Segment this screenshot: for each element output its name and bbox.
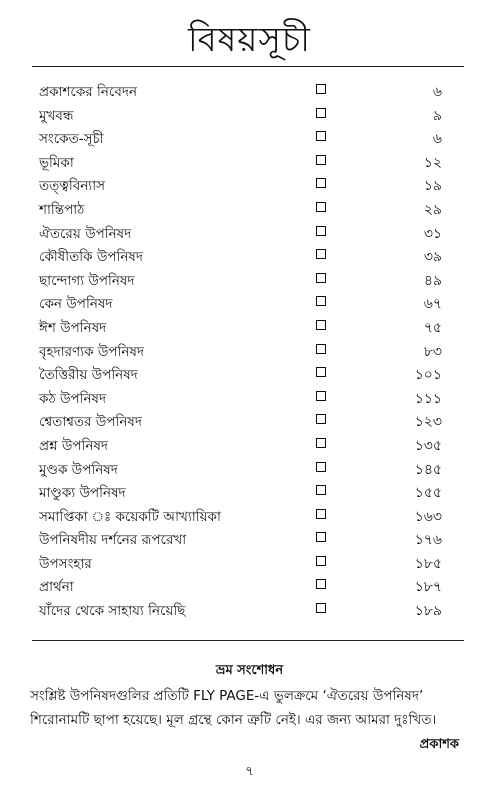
checkbox-square-icon <box>316 155 326 165</box>
toc-page-number: ১২ <box>423 154 442 171</box>
checkbox-square-icon <box>316 131 326 141</box>
checkbox-square-icon <box>316 202 326 212</box>
toc-page-number: ৮৩ <box>423 343 442 360</box>
toc-page-number: ৯ <box>432 107 442 124</box>
toc-row <box>0 315 499 339</box>
toc-entry-title: সমাপ্তিকা ঃ কয়েকটি আখ্যায়িকা <box>39 508 221 525</box>
toc-row <box>0 244 499 268</box>
toc-row <box>0 103 499 127</box>
toc-entry-title: মাণ্ডুক্য উপনিষদ <box>39 485 126 502</box>
toc-page-number: ৬ <box>432 84 442 100</box>
checkbox-square-icon <box>316 249 326 259</box>
toc-row <box>0 551 499 575</box>
toc-entry-title: প্রশ্ন উপনিষদ <box>39 437 108 454</box>
toc-entry-title: শ্বেতাশ্বতর উপনিষদ <box>39 414 142 431</box>
toc-page-number: ১৮৯ <box>414 603 442 620</box>
toc-row <box>0 504 499 528</box>
toc-page-number: ৩১ <box>423 225 442 242</box>
toc-page-number: ১৭৬ <box>414 532 442 549</box>
toc-row <box>0 221 499 245</box>
toc-entry-title: ঈশ উপনিষদ <box>39 319 107 336</box>
errata-heading: ভ্রম সংশোধন <box>215 663 284 678</box>
toc-entry-title: কঠ উপনিষদ <box>39 390 107 407</box>
toc-page-number: ৬৭ <box>423 296 442 313</box>
toc-entry-title: মুখবন্ধ <box>39 107 74 124</box>
page-title: বিষয়সূচী <box>188 20 311 60</box>
toc-page-number: ১৮৫ <box>414 555 442 572</box>
toc-row <box>0 362 499 386</box>
bottom-divider <box>32 640 464 641</box>
toc-page-number: ১৩৫ <box>414 437 442 454</box>
toc-row <box>0 268 499 292</box>
toc-row <box>0 386 499 410</box>
checkbox-square-icon <box>316 84 326 94</box>
toc-entry-title: তত্ত্ববিন্যাস <box>39 178 106 195</box>
table-of-contents <box>0 79 499 622</box>
toc-entry-title: বৃহদারণ্যক উপনিষদ <box>39 343 144 360</box>
checkbox-square-icon <box>316 438 326 448</box>
toc-entry-title: কেন উপনিষদ <box>39 296 113 313</box>
toc-row <box>0 173 499 197</box>
toc-row <box>0 291 499 315</box>
toc-entry-title: কৌষীতকি উপনিষদ <box>39 249 143 266</box>
toc-row <box>0 457 499 481</box>
toc-row <box>0 339 499 363</box>
toc-row <box>0 574 499 598</box>
toc-entry-title: শান্তিপাঠ <box>39 201 85 218</box>
toc-page-number: ১৮৭ <box>414 579 442 596</box>
toc-entry-title: ছান্দোগ্য উপনিষদ <box>39 272 135 289</box>
toc-page-number: ৪৯ <box>423 272 442 289</box>
errata-text-line-2: শিরোনামটি ছাপা হয়েছে। মূল গ্রন্থে কোন ত্রুটি নেই। এর জন্য আমরা দুঃখিত। <box>30 712 437 728</box>
checkbox-square-icon <box>316 273 326 283</box>
checkbox-square-icon <box>316 178 326 188</box>
checkbox-square-icon <box>316 367 326 377</box>
toc-entry-title: উপসংহার <box>39 555 92 572</box>
checkbox-square-icon <box>316 320 326 330</box>
checkbox-square-icon <box>316 226 326 236</box>
toc-row <box>0 598 499 622</box>
toc-page-number: ৩৯ <box>423 249 442 266</box>
checkbox-square-icon <box>316 579 326 589</box>
toc-row <box>0 126 499 150</box>
toc-page-number: ১০১ <box>414 367 442 384</box>
page-number: ৭ <box>245 764 254 779</box>
checkbox-square-icon <box>316 108 326 118</box>
toc-row <box>0 409 499 433</box>
toc-row <box>0 79 499 103</box>
checkbox-square-icon <box>316 391 326 401</box>
top-divider <box>32 66 464 67</box>
toc-entry-title: প্রকাশকের নিবেদন <box>39 84 138 100</box>
toc-row <box>0 197 499 221</box>
toc-row <box>0 527 499 551</box>
toc-entry-title: উপনিষদীয় দর্শনের রূপরেখা <box>39 532 187 549</box>
toc-entry-title: সংকেত-সূচী <box>39 131 104 148</box>
toc-entry-title: ঐতরেয় উপনিষদ <box>39 225 132 242</box>
publisher-signature: প্রকাশক <box>419 737 459 752</box>
toc-page-number: ১১১ <box>414 390 442 407</box>
toc-entry-title: ভূমিকা <box>39 154 74 171</box>
checkbox-square-icon <box>316 485 326 495</box>
checkbox-square-icon <box>316 414 326 424</box>
errata-text-line-1: সংশ্লিষ্ট উপনিষদগুলির প্রতিটি FLY PAGE-এ ভুলক্রমে ‘ঐতরেয় উপনিষদ’ <box>30 688 424 704</box>
toc-page-number: ৬ <box>432 131 442 148</box>
toc-page-number: ১৪৫ <box>414 461 442 478</box>
checkbox-square-icon <box>316 462 326 472</box>
toc-page-number: ১৯ <box>423 178 442 195</box>
toc-page-number: ১৫৫ <box>414 485 442 502</box>
toc-entry-title: প্রার্থনা <box>39 579 74 596</box>
checkbox-square-icon <box>316 344 326 354</box>
checkbox-square-icon <box>316 509 326 519</box>
toc-page-number: ২৯ <box>423 201 442 218</box>
toc-entry-title: যাঁদের থেকে সাহায্য নিয়েছি <box>39 603 186 620</box>
checkbox-square-icon <box>316 532 326 542</box>
toc-row <box>0 480 499 504</box>
checkbox-square-icon <box>316 603 326 613</box>
toc-page-number: ৭৫ <box>423 319 442 336</box>
toc-page-number: ১২৩ <box>414 414 442 431</box>
checkbox-square-icon <box>316 556 326 566</box>
toc-entry-title: মুণ্ডক উপনিষদ <box>39 461 118 478</box>
toc-row <box>0 433 499 457</box>
toc-entry-title: তৈত্তিরীয় উপনিষদ <box>39 367 138 384</box>
toc-page-number: ১৬৩ <box>414 508 442 525</box>
toc-row <box>0 150 499 174</box>
checkbox-square-icon <box>316 296 326 306</box>
